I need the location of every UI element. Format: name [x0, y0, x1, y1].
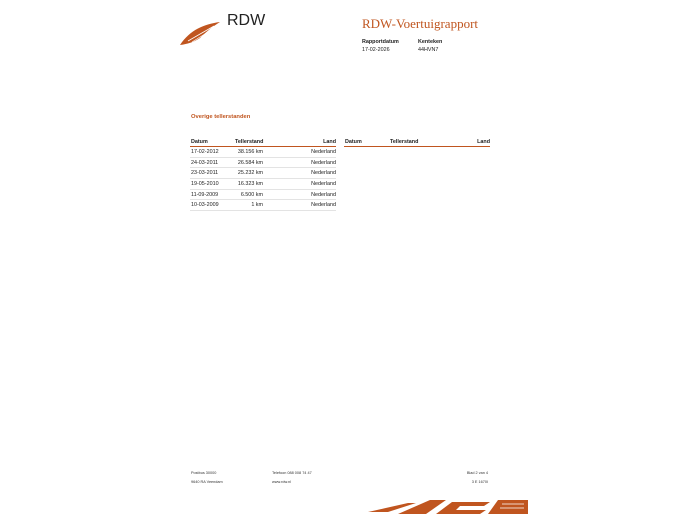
column-header-tellerstand-right: Tellerstand [390, 139, 419, 145]
rapportdatum-label: Rapportdatum [362, 39, 399, 45]
table-row [190, 190, 336, 201]
footer-postcode: 9640 RA Veendam [191, 480, 223, 484]
cell-datum: 24-03-2011 [191, 159, 219, 166]
cell-land: Nederland [311, 149, 336, 155]
logo-text: RDW [227, 12, 266, 29]
cell-land: Nederland [311, 170, 336, 177]
footer-page-number: Blad 2 van 4 [466, 471, 488, 475]
table-row [190, 179, 336, 190]
column-header-datum: Datum [191, 139, 208, 145]
table-row [190, 168, 336, 179]
footer-postbus: Postbus 30000 [191, 471, 217, 475]
column-header-land: Land [323, 139, 336, 145]
footer-telefoon: Telefoon 088 008 74 47 [272, 471, 312, 475]
report-title: RDW-Voertuigrapport [362, 16, 479, 31]
cell-tellerstand: 25.232 km [237, 170, 263, 177]
cell-datum: 11-09-2009 [191, 191, 219, 198]
cell-land: Nederland [311, 159, 336, 166]
cell-tellerstand: 16.323 km [237, 181, 263, 188]
column-header-datum-right: Datum [345, 139, 362, 145]
column-header-land-right: Land [477, 139, 490, 145]
footer-website: www.rdw.nl [272, 480, 291, 484]
footer-document-code: 3 E 1670I [471, 480, 488, 484]
cell-land: Nederland [311, 181, 336, 188]
decorative-stripes-graphic [368, 498, 528, 514]
table-row [190, 147, 336, 158]
rapportdatum-value: 17-02-2026 [362, 47, 390, 53]
kenteken-value: 44HVN7 [418, 47, 439, 53]
cell-tellerstand: 1 km [251, 202, 263, 209]
rdw-logo-icon [178, 18, 222, 48]
section-title: Overige tellerstanden [191, 114, 251, 120]
cell-tellerstand: 26.584 km [237, 159, 263, 166]
cell-tellerstand: 38.156 km [237, 149, 263, 155]
cell-land: Nederland [311, 202, 336, 209]
cell-datum: 23-03-2011 [191, 170, 219, 177]
table-row [190, 200, 336, 211]
header-divider-right [344, 146, 490, 147]
table-body [190, 147, 336, 211]
table-row [190, 158, 336, 169]
kenteken-label: Kenteken [418, 39, 443, 45]
cell-land: Nederland [311, 191, 336, 198]
cell-datum: 10-03-2009 [191, 202, 219, 209]
cell-tellerstand: 6.500 km [240, 191, 263, 198]
column-header-tellerstand: Tellerstand [235, 139, 264, 145]
cell-datum: 19-05-2010 [191, 181, 219, 188]
cell-datum: 17-02-2012 [191, 149, 219, 155]
